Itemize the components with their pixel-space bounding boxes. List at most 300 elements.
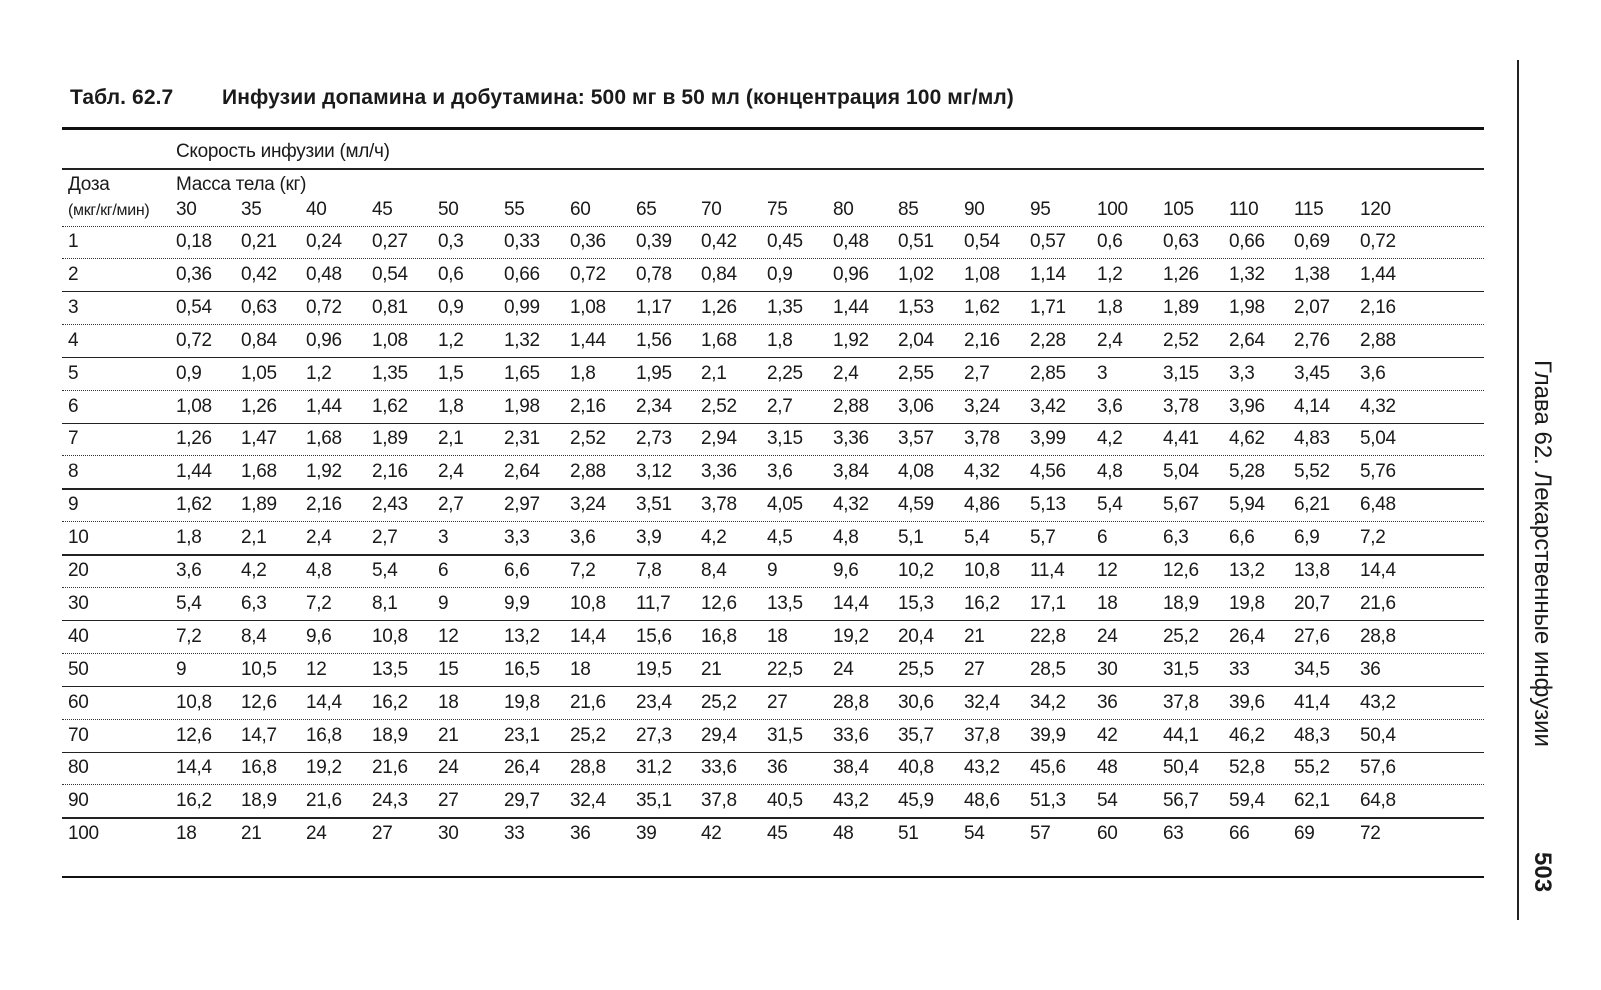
rate-cell: 27 [767,691,788,713]
rate-cell: 10,8 [176,691,212,713]
rate-cell: 3,3 [504,527,530,549]
rate-cell: 3,57 [898,428,934,450]
dose-cell: 20 [68,560,89,581]
rate-cell: 1,68 [306,428,342,450]
rate-cell: 16,5 [504,658,540,680]
rate-cell: 1,05 [241,362,277,384]
rate-cell: 51,3 [1030,790,1066,812]
rate-cell: 3,42 [1030,395,1066,417]
rate-cell: 32,4 [570,790,606,812]
rate-cell: 2,88 [833,395,869,417]
rate-cell: 16,8 [241,757,277,779]
rate-cell: 1,8 [438,395,464,417]
rate-cell: 0,63 [241,296,277,318]
rate-cell: 2,25 [767,362,803,384]
rate-cell: 2,4 [438,461,464,483]
rate-cell: 18 [570,658,591,680]
rate-cell: 28,8 [570,757,606,779]
rate-cell: 4,86 [964,494,1000,516]
row-separator [62,226,1484,227]
rate-cell: 1,56 [636,329,672,351]
rate-cell: 15,3 [898,592,934,614]
rate-cell: 6,6 [1229,527,1255,549]
rate-cell: 0,36 [176,263,212,285]
rate-cell: 1,44 [570,329,606,351]
rate-cell: 45 [767,823,788,845]
rate-cell: 8,4 [701,560,727,581]
rate-cell: 9 [176,658,187,680]
rate-cell: 4,2 [241,560,267,581]
rate-cell: 38,4 [833,757,869,779]
weight-header-cell: 60 [570,199,591,220]
rate-cell: 2,52 [701,395,737,417]
rate-cell: 2,88 [570,461,606,483]
rate-cell: 1,08 [570,296,606,318]
rate-cell: 34,5 [1294,658,1330,680]
rate-cell: 11,4 [1030,560,1065,581]
rate-cell: 21,6 [372,757,408,779]
rate-cell: 3,12 [636,461,672,483]
rate-cell: 30 [438,823,459,845]
rate-cell: 19,8 [1229,592,1265,614]
rate-cell: 0,69 [1294,231,1330,252]
rate-cell: 1,8 [1097,296,1123,318]
rate-cell: 10,8 [964,560,1000,581]
rate-cell: 5,67 [1163,494,1199,516]
rate-cell: 39,9 [1030,724,1066,746]
weight-header-cell: 45 [372,199,393,220]
rate-cell: 2,28 [1030,329,1066,351]
row-separator [62,521,1484,522]
rate-cell: 43,2 [833,790,869,812]
rate-cell: 3,99 [1030,428,1066,450]
rate-cell: 66 [1229,823,1250,845]
rate-cell: 21,6 [306,790,342,812]
rate-cell: 0,54 [372,263,408,285]
rate-cell: 3,78 [964,428,1000,450]
rate-cell: 31,5 [1163,658,1199,680]
weight-header-cell: 65 [636,199,657,220]
rate-cell: 0,51 [898,231,934,252]
rate-cell: 21,6 [1360,592,1396,614]
rate-cell: 12,6 [241,691,277,713]
rate-cell: 4,8 [833,527,859,549]
rate-cell: 3,78 [1163,395,1199,417]
rate-cell: 40,5 [767,790,803,812]
rate-cell: 0,63 [1163,231,1199,252]
rate-cell: 31,2 [636,757,672,779]
rate-cell: 3,3 [1229,362,1255,384]
rate-cell: 23,4 [636,691,672,713]
rate-cell: 37,8 [964,724,1000,746]
rate-cell: 1,2 [438,329,464,351]
rate-cell: 18 [1097,592,1118,614]
rate-cell: 7,2 [1360,527,1386,549]
rate-cell: 3 [438,527,449,549]
rate-cell: 4,56 [1030,461,1066,483]
rate-cell: 50,4 [1360,724,1396,746]
rate-cell: 6,3 [241,592,267,614]
rate-cell: 12 [306,658,327,680]
row-separator [62,587,1484,588]
rate-cell: 1,71 [1030,296,1066,318]
rate-cell: 14,4 [570,625,606,647]
rate-cell: 1,26 [701,296,737,318]
rate-cell: 72 [1360,823,1381,845]
rate-cell: 14,4 [833,592,869,614]
rate-cell: 35,1 [636,790,672,812]
rate-cell: 16,8 [306,724,342,746]
rate-cell: 27,6 [1294,625,1330,647]
rate-cell: 37,8 [701,790,737,812]
rate-cell: 2,85 [1030,362,1066,384]
rate-cell: 1,62 [176,494,212,516]
rate-cell: 56,7 [1163,790,1199,812]
rate-cell: 1,5 [438,362,464,384]
dose-header: Доза [68,174,110,195]
rate-cell: 25,2 [701,691,737,713]
dose-cell: 7 [68,428,79,450]
rate-cell: 16,2 [176,790,212,812]
rate-cell: 2,94 [701,428,737,450]
rate-cell: 11,7 [636,592,671,614]
dose-cell: 8 [68,461,79,483]
rate-cell: 3,6 [1360,362,1386,384]
dose-cell: 60 [68,691,89,713]
rate-cell: 0,72 [570,263,606,285]
rate-cell: 35,7 [898,724,934,746]
rate-cell: 16,2 [372,691,408,713]
rate-cell: 1,89 [372,428,408,450]
rate-cell: 36 [1097,691,1118,713]
row-separator [62,488,1484,490]
weight-header-cell: 80 [833,199,854,220]
rate-cell: 0,72 [176,329,212,351]
dose-cell: 30 [68,592,89,614]
weight-header-cell: 75 [767,199,788,220]
rate-cell: 1,44 [306,395,342,417]
rate-cell: 5,52 [1294,461,1330,483]
dose-cell: 5 [68,362,79,384]
rate-cell: 0,21 [241,231,277,252]
rate-cell: 0,81 [372,296,408,318]
dose-cell: 100 [68,823,99,845]
rate-cell: 10,2 [898,560,934,581]
rate-cell: 25,5 [898,658,934,680]
row-separator [62,719,1484,720]
weight-header-cell: 90 [964,199,985,220]
rate-cell: 1,68 [701,329,737,351]
rate-cell: 1,35 [372,362,408,384]
rate-cell: 28,8 [833,691,869,713]
dose-unit: (мкг/кг/мин) [68,202,150,219]
rate-cell: 3,6 [767,461,793,483]
rate-cell: 31,5 [767,724,803,746]
rate-cell: 3,15 [1163,362,1199,384]
rate-cell: 0,57 [1030,231,1066,252]
rate-cell: 1,89 [241,494,277,516]
rate-cell: 30 [1097,658,1118,680]
rate-cell: 3,15 [767,428,803,450]
rate-cell: 2,88 [1360,329,1396,351]
rate-cell: 19,8 [504,691,540,713]
weight-header-cell: 95 [1030,199,1051,220]
rate-cell: 2,73 [636,428,672,450]
rate-cell: 44,1 [1163,724,1199,746]
rate-cell: 1,32 [504,329,540,351]
row-separator [62,554,1484,556]
row-separator [62,423,1484,425]
rate-cell: 0,6 [1097,231,1123,252]
rate-cell: 9,9 [504,592,530,614]
rate-cell: 5,04 [1360,428,1396,450]
rate-cell: 0,42 [701,231,737,252]
rate-cell: 1,44 [833,296,869,318]
weight-header-cell: 55 [504,199,525,220]
rate-cell: 0,24 [306,231,342,252]
rate-cell: 12 [438,625,459,647]
rate-cell: 1,53 [898,296,934,318]
rate-cell: 9 [767,560,778,581]
rate-cell: 32,4 [964,691,1000,713]
sidebar-rule [1517,60,1519,920]
rate-cell: 2,16 [964,329,1000,351]
rate-cell: 4,32 [1360,395,1396,417]
rate-cell: 0,36 [570,231,606,252]
weight-header-cell: 120 [1360,199,1391,220]
rate-cell: 0,39 [636,231,672,252]
rate-cell: 1,62 [964,296,1000,318]
rate-cell: 3,9 [636,527,662,549]
rate-cell: 4,2 [1097,428,1123,450]
row-separator [62,291,1484,293]
rate-cell: 1,8 [767,329,793,351]
rate-cell: 18,9 [1163,592,1199,614]
rate-cell: 3,84 [833,461,869,483]
dose-cell: 1 [68,231,79,252]
rate-cell: 1,26 [176,428,212,450]
rate-cell: 14,4 [176,757,212,779]
rate-cell: 24 [833,658,854,680]
rate-cell: 7,2 [176,625,202,647]
rate-cell: 14,7 [241,724,277,746]
weight-header-cell: 110 [1229,199,1259,220]
rate-cell: 1,47 [241,428,277,450]
rate-cell: 1,98 [504,395,540,417]
rate-cell: 2,76 [1294,329,1330,351]
rate-cell: 0,84 [701,263,737,285]
rate-cell: 39,6 [1229,691,1265,713]
rate-cell: 1,89 [1163,296,1199,318]
rate-cell: 0,48 [306,263,342,285]
rate-cell: 29,4 [701,724,737,746]
row-separator [62,455,1484,456]
rate-cell: 0,66 [504,263,540,285]
rate-cell: 0,54 [964,231,1000,252]
rate-cell: 5,4 [372,560,398,581]
rate-cell: 43,2 [1360,691,1396,713]
rate-cell: 3 [1097,362,1108,384]
rate-cell: 18 [438,691,459,713]
rate-cell: 4,62 [1229,428,1265,450]
rate-cell: 18 [767,625,788,647]
rate-cell: 37,8 [1163,691,1199,713]
rate-cell: 9,6 [306,625,332,647]
table-caption: Инфузии допамина и добутамина: 500 мг в 50 мл (концентрация 100 мг/мл) [222,86,1014,109]
rate-cell: 6,9 [1294,527,1320,549]
rate-cell: 6 [438,560,449,581]
rate-cell: 0,42 [241,263,277,285]
rate-cell: 33 [1229,658,1250,680]
rate-cell: 10,8 [372,625,408,647]
row-separator [62,686,1484,688]
rate-cell: 0,96 [306,329,342,351]
rate-cell: 19,2 [833,625,869,647]
rate-cell: 29,7 [504,790,540,812]
rate-cell: 0,96 [833,263,869,285]
rate-cell: 46,2 [1229,724,1265,746]
rate-cell: 0,66 [1229,231,1265,252]
rate-cell: 7,8 [636,560,662,581]
rate-cell: 33 [504,823,525,845]
chapter-title: Глава 62. Лекарственные инфузии [1529,360,1556,747]
rate-cell: 69 [1294,823,1315,845]
rate-cell: 1,8 [570,362,596,384]
table-number: Табл. 62.7 [70,86,174,109]
rate-cell: 2,7 [372,527,398,549]
rate-cell: 2,64 [1229,329,1265,351]
rate-cell: 10,8 [570,592,606,614]
rate-cell: 4,5 [767,527,793,549]
rate-cell: 5,1 [898,527,924,549]
rate-cell: 0,18 [176,231,212,252]
rate-cell: 27 [372,823,393,845]
rate-cell: 2,07 [1294,296,1330,318]
row-separator [62,390,1484,391]
rate-cell: 2,4 [1097,329,1123,351]
weight-header-cell: 115 [1294,199,1324,220]
rate-cell: 6,48 [1360,494,1396,516]
rate-cell: 13,2 [504,625,540,647]
rate-cell: 27 [964,658,985,680]
rate-cell: 5,76 [1360,461,1396,483]
rate-cell: 0,9 [176,362,202,384]
rate-cell: 0,45 [767,231,803,252]
rate-cell: 28,5 [1030,658,1066,680]
rate-cell: 4,59 [898,494,934,516]
rate-cell: 1,95 [636,362,672,384]
rate-cell: 12 [1097,560,1118,581]
rate-cell: 42 [1097,724,1118,746]
rate-cell: 4,2 [701,527,727,549]
rate-cell: 22,8 [1030,625,1066,647]
rate-cell: 4,41 [1163,428,1199,450]
rate-cell: 26,4 [504,757,540,779]
rate-cell: 57 [1030,823,1051,845]
rate-cell: 6 [1097,527,1108,549]
rate-cell: 1,2 [1097,263,1123,285]
rate-cell: 1,02 [898,263,934,285]
rate-cell: 15,6 [636,625,672,647]
rate-cell: 48,3 [1294,724,1330,746]
rate-cell: 1,32 [1229,263,1265,285]
top-rule [62,127,1484,130]
rate-cell: 1,08 [964,263,1000,285]
rate-cell: 57,6 [1360,757,1396,779]
rate-cell: 3,6 [176,560,202,581]
rate-cell: 18 [176,823,197,845]
rate-cell: 21 [964,625,985,647]
rate-cell: 27 [438,790,459,812]
weight-header-cell: 100 [1097,199,1128,220]
rate-cell: 5,4 [1097,494,1123,516]
rate-cell: 8,4 [241,625,267,647]
rate-cell: 64,8 [1360,790,1396,812]
rate-cell: 1,92 [833,329,869,351]
rate-cell: 2,55 [898,362,934,384]
dose-cell: 2 [68,263,79,285]
rate-cell: 1,08 [176,395,212,417]
rate-cell: 2,4 [306,527,332,549]
rate-cell: 0,27 [372,231,408,252]
rate-cell: 2,16 [570,395,606,417]
rate-cell: 6,6 [504,560,530,581]
rate-cell: 2,64 [504,461,540,483]
rate-cell: 1,44 [176,461,212,483]
rate-cell: 0,48 [833,231,869,252]
rate-cell: 1,26 [1163,263,1199,285]
rate-cell: 1,44 [1360,263,1396,285]
rate-cell: 0,3 [438,231,464,252]
rate-cell: 13,8 [1294,560,1330,581]
rate-cell: 13,2 [1229,560,1265,581]
rate-cell: 48,6 [964,790,1000,812]
rate-cell: 0,9 [438,296,464,318]
dose-cell: 70 [68,724,89,746]
rate-cell: 12,6 [176,724,212,746]
weight-header-cell: 30 [176,199,197,220]
rate-cell: 2,43 [372,494,408,516]
rate-cell: 21 [438,724,459,746]
rate-cell: 2,34 [636,395,672,417]
rate-cell: 62,1 [1294,790,1330,812]
rate-cell: 6,3 [1163,527,1189,549]
rate-cell: 45,9 [898,790,934,812]
rate-cell: 7,2 [570,560,596,581]
row-separator [62,324,1484,325]
rate-cell: 4,32 [964,461,1000,483]
rate-cell: 5,94 [1229,494,1265,516]
rate-cell: 51 [898,823,919,845]
rate-cell: 5,7 [1030,527,1056,549]
dose-cell: 50 [68,658,89,680]
rate-cell: 14,4 [306,691,342,713]
rate-header: Скорость инфузии (мл/ч) [176,141,390,162]
rate-cell: 9,6 [833,560,859,581]
rate-cell: 24 [1097,625,1118,647]
rate-cell: 50,4 [1163,757,1199,779]
rate-cell: 40,8 [898,757,934,779]
dose-cell: 9 [68,494,79,516]
rate-cell: 6,21 [1294,494,1330,516]
rate-cell: 4,83 [1294,428,1330,450]
rate-cell: 3,06 [898,395,934,417]
rate-cell: 20,7 [1294,592,1330,614]
rate-cell: 5,28 [1229,461,1265,483]
rate-cell: 5,4 [964,527,990,549]
rate-cell: 33,6 [701,757,737,779]
table-title [70,86,1014,110]
